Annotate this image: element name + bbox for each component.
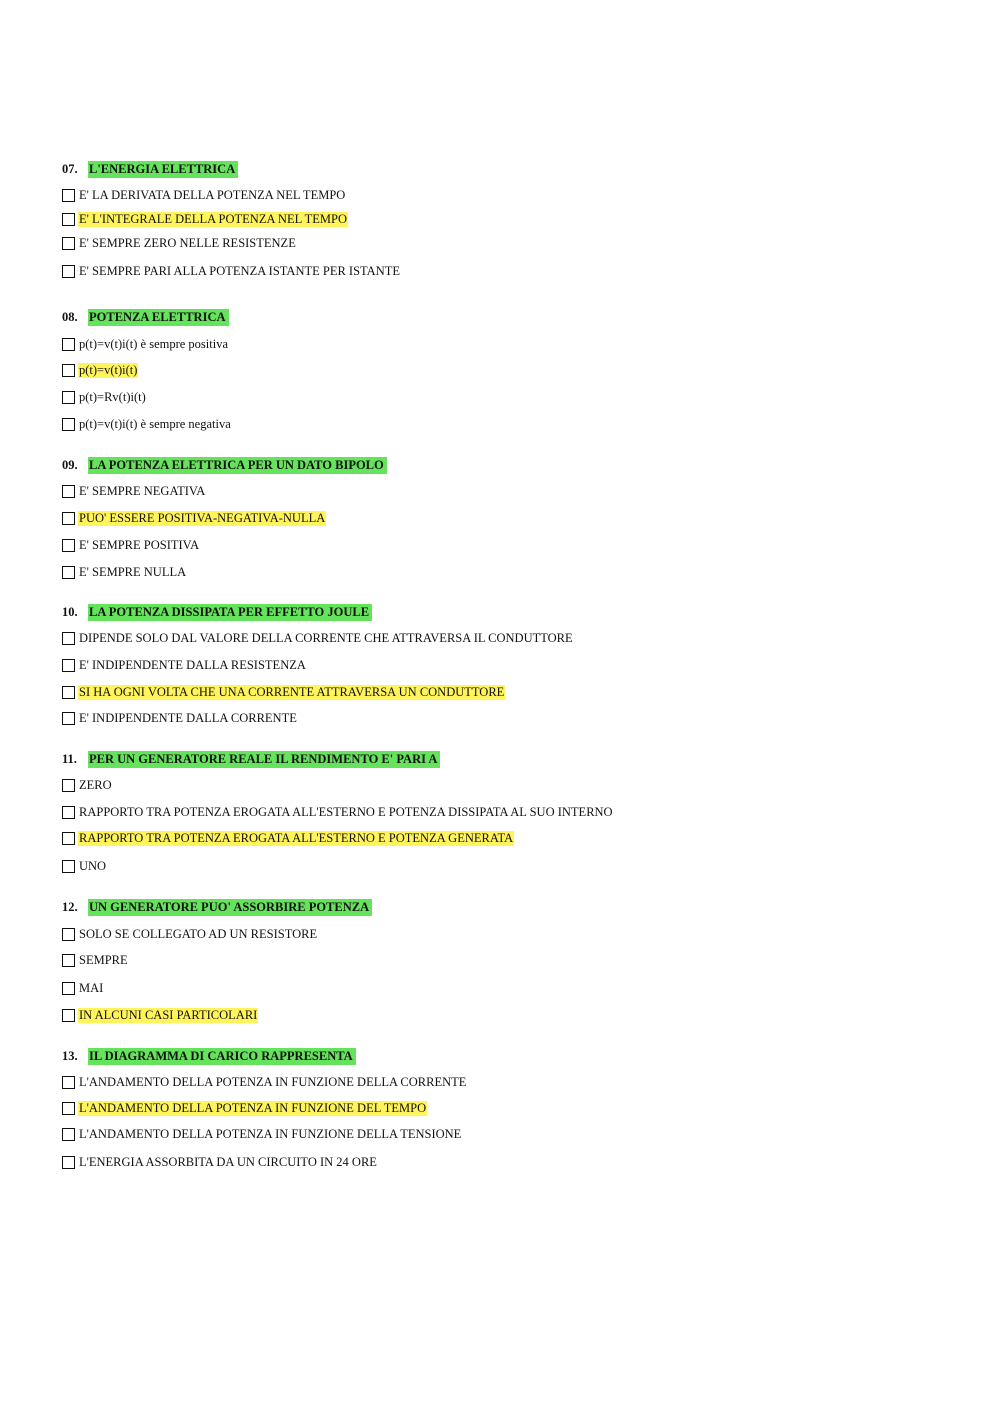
answer-option-correct[interactable]: [62, 211, 401, 227]
answer-option[interactable]: [62, 389, 232, 405]
question-title: LA POTENZA ELETTRICA PER UN DATO BIPOLO: [88, 457, 387, 474]
checkbox[interactable]: [62, 806, 75, 819]
question-header: [62, 159, 401, 179]
question-title: IL DIAGRAMMA DI CARICO RAPPRESENTA: [88, 1048, 356, 1065]
option-text: E' SEMPRE PARI ALLA POTENZA ISTANTE PER ISTANTE: [79, 263, 400, 278]
answer-option[interactable]: [62, 657, 574, 673]
checkbox[interactable]: [62, 832, 75, 845]
answer-option[interactable]: [62, 1154, 467, 1170]
checkbox[interactable]: [62, 391, 75, 404]
answer-option[interactable]: [62, 537, 387, 553]
checkbox[interactable]: [62, 237, 75, 250]
checkbox[interactable]: [62, 954, 75, 967]
option-text: ZERO: [79, 777, 112, 792]
checkbox[interactable]: [62, 982, 75, 995]
option-text: E' SEMPRE POSITIVA: [79, 537, 200, 552]
answer-option[interactable]: [62, 416, 232, 432]
question-number: 11.: [62, 751, 77, 766]
answer-option[interactable]: [62, 980, 372, 996]
answer-option[interactable]: [62, 804, 614, 820]
answer-option-correct[interactable]: [62, 510, 387, 526]
question-header: [62, 455, 387, 475]
answer-option[interactable]: [62, 564, 387, 580]
question-12: [62, 897, 372, 1023]
answer-option[interactable]: [62, 483, 387, 499]
option-text: L'ANDAMENTO DELLA POTENZA IN FUNZIONE DELLA CORRENTE: [79, 1074, 467, 1089]
checkbox[interactable]: [62, 485, 75, 498]
option-text: E' INDIPENDENTE DALLA RESISTENZA: [79, 657, 306, 672]
answer-option[interactable]: [62, 263, 401, 279]
question-header: [62, 602, 574, 622]
option-text: DIPENDE SOLO DAL VALORE DELLA CORRENTE CHE ATTRAVERSA IL CONDUTTORE: [79, 630, 573, 645]
answer-option[interactable]: [62, 187, 401, 203]
question-07: [62, 159, 401, 279]
checkbox[interactable]: [62, 1076, 75, 1089]
question-title: PER UN GENERATORE REALE IL RENDIMENTO E' PARI A: [88, 751, 440, 768]
question-title: L'ENERGIA ELETTRICA: [88, 161, 238, 178]
question-number: 08.: [62, 309, 78, 324]
option-text: PUO' ESSERE POSITIVA-NEGATIVA-NULLA: [79, 510, 326, 525]
question-13: [62, 1046, 467, 1170]
option-text: L'ANDAMENTO DELLA POTENZA IN FUNZIONE DELLA TENSIONE: [79, 1126, 462, 1141]
checkbox[interactable]: [62, 860, 75, 873]
answer-option-correct[interactable]: [62, 1100, 467, 1116]
question-09: [62, 455, 387, 580]
question-header: [62, 307, 232, 327]
checkbox[interactable]: [62, 364, 75, 377]
checkbox[interactable]: [62, 1156, 75, 1169]
question-10: [62, 602, 574, 726]
checkbox[interactable]: [62, 712, 75, 725]
answer-option-correct[interactable]: [62, 684, 574, 700]
question-11: [62, 749, 614, 874]
option-text: RAPPORTO TRA POTENZA EROGATA ALL'ESTERNO E POTENZA GENERATA: [79, 830, 514, 845]
checkbox[interactable]: [62, 632, 75, 645]
checkbox[interactable]: [62, 189, 75, 202]
answer-option[interactable]: [62, 777, 614, 793]
option-text: E' INDIPENDENTE DALLA CORRENTE: [79, 710, 297, 725]
option-text: RAPPORTO TRA POTENZA EROGATA ALL'ESTERNO E POTENZA DISSIPATA AL SUO INTERNO: [79, 804, 613, 819]
option-text: E' SEMPRE NULLA: [79, 564, 187, 579]
answer-option-correct[interactable]: [62, 362, 232, 378]
answer-option[interactable]: [62, 926, 372, 942]
option-text: SOLO SE COLLEGATO AD UN RESISTORE: [79, 926, 318, 941]
answer-option[interactable]: [62, 1126, 467, 1142]
checkbox[interactable]: [62, 686, 75, 699]
question-header: [62, 1046, 467, 1066]
checkbox[interactable]: [62, 928, 75, 941]
option-text: UNO: [79, 858, 107, 873]
option-text: E' L'INTEGRALE DELLA POTENZA NEL TEMPO: [79, 211, 348, 226]
checkbox[interactable]: [62, 1128, 75, 1141]
checkbox[interactable]: [62, 539, 75, 552]
checkbox[interactable]: [62, 418, 75, 431]
question-number: 12.: [62, 899, 78, 914]
question-header: [62, 749, 614, 769]
checkbox[interactable]: [62, 1102, 75, 1115]
answer-option-correct[interactable]: [62, 1007, 372, 1023]
checkbox[interactable]: [62, 512, 75, 525]
answer-option[interactable]: [62, 710, 574, 726]
option-text: L'ANDAMENTO DELLA POTENZA IN FUNZIONE DEL TEMPO: [79, 1100, 427, 1115]
answer-option[interactable]: [62, 952, 372, 968]
option-text: E' SEMPRE ZERO NELLE RESISTENZE: [79, 235, 296, 250]
question-number: 13.: [62, 1048, 78, 1063]
checkbox[interactable]: [62, 213, 75, 226]
option-text: p(t)=v(t)i(t): [79, 362, 138, 377]
option-text: E' LA DERIVATA DELLA POTENZA NEL TEMPO: [79, 187, 346, 202]
answer-option[interactable]: [62, 336, 232, 352]
checkbox[interactable]: [62, 779, 75, 792]
option-text: p(t)=v(t)i(t) è sempre positiva: [79, 336, 229, 351]
question-08: [62, 307, 232, 432]
answer-option[interactable]: [62, 235, 401, 251]
question-number: 09.: [62, 457, 78, 472]
answer-option[interactable]: [62, 1074, 467, 1090]
answer-option[interactable]: [62, 630, 574, 646]
answer-option-correct[interactable]: [62, 830, 614, 846]
question-title: UN GENERATORE PUO' ASSORBIRE POTENZA: [88, 899, 372, 916]
option-text: SI HA OGNI VOLTA CHE UNA CORRENTE ATTRAVERSA UN CONDUTTORE: [79, 684, 505, 699]
checkbox[interactable]: [62, 1009, 75, 1022]
option-text: L'ENERGIA ASSORBITA DA UN CIRCUITO IN 24 ORE: [79, 1154, 377, 1169]
question-number: 07.: [62, 161, 78, 176]
option-text: E' SEMPRE NEGATIVA: [79, 483, 206, 498]
checkbox[interactable]: [62, 659, 75, 672]
option-text: p(t)=Rv(t)i(t): [79, 389, 146, 404]
question-title: POTENZA ELETTRICA: [88, 309, 229, 326]
option-text: SEMPRE: [79, 952, 128, 967]
option-text: p(t)=v(t)i(t) è sempre negativa: [79, 416, 231, 431]
question-number: 10.: [62, 604, 78, 619]
option-text: IN ALCUNI CASI PARTICOLARI: [79, 1007, 258, 1022]
checkbox[interactable]: [62, 566, 75, 579]
question-title: LA POTENZA DISSIPATA PER EFFETTO JOULE: [88, 604, 372, 621]
checkbox[interactable]: [62, 338, 75, 351]
answer-option[interactable]: [62, 858, 614, 874]
checkbox[interactable]: [62, 265, 75, 278]
option-text: MAI: [79, 980, 104, 995]
question-header: [62, 897, 372, 917]
